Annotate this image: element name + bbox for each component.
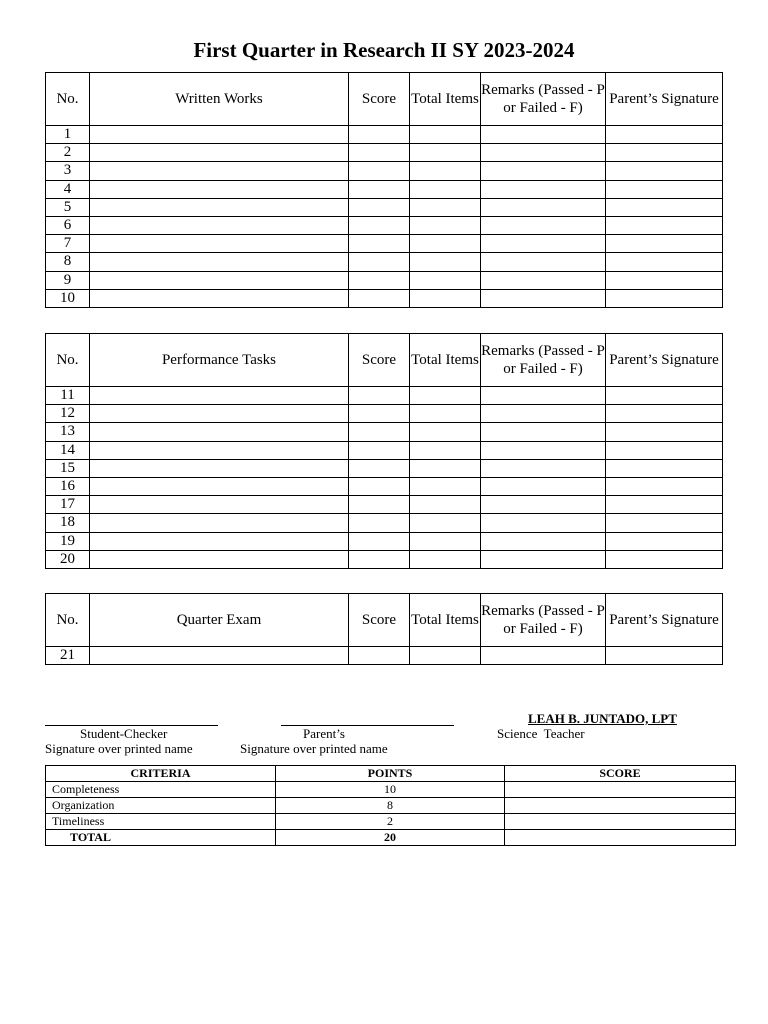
total-items-cell[interactable]: [410, 496, 481, 514]
total-items-cell[interactable]: [410, 216, 481, 234]
table-row: [46, 289, 723, 307]
score-cell[interactable]: [349, 496, 410, 514]
row-number: 17: [46, 496, 90, 514]
table-row: [46, 532, 723, 550]
table-header-row: [46, 73, 723, 126]
criteria-table: [45, 765, 736, 846]
total-items-cell[interactable]: [410, 198, 481, 216]
criteria-row: [46, 814, 736, 830]
written-works-table: [45, 72, 723, 308]
parent-signature-cell[interactable]: [606, 477, 723, 495]
score-cell[interactable]: [349, 405, 410, 423]
activity-cell[interactable]: [90, 180, 349, 198]
row-number: 8: [46, 253, 90, 271]
col-parent-signature: Parent’s Signature: [606, 334, 723, 387]
col-total-items: Total Items: [410, 334, 481, 387]
activity-cell[interactable]: [90, 126, 349, 144]
total-items-cell[interactable]: [410, 441, 481, 459]
col-remarks: Remarks (Passed - P or Failed - F): [481, 594, 606, 647]
score-cell[interactable]: [349, 180, 410, 198]
score-cell[interactable]: [349, 387, 410, 405]
criteria-name: Completeness: [46, 782, 276, 798]
activity-cell[interactable]: [90, 271, 349, 289]
table-row: [46, 126, 723, 144]
table-row: [46, 180, 723, 198]
row-number: 16: [46, 477, 90, 495]
criteria-total-row: [46, 830, 736, 846]
total-items-cell[interactable]: [410, 289, 481, 307]
points-header: POINTS: [276, 766, 505, 782]
table-row: [46, 647, 723, 665]
remarks-cell[interactable]: [481, 532, 606, 550]
score-cell[interactable]: [349, 235, 410, 253]
activity-cell[interactable]: [90, 647, 349, 665]
col-total-items: Total Items: [410, 73, 481, 126]
parent-signature-cell[interactable]: [606, 162, 723, 180]
criteria-points: 10: [276, 782, 505, 798]
remarks-cell[interactable]: [481, 459, 606, 477]
parent-signature-cell[interactable]: [606, 126, 723, 144]
total-items-cell[interactable]: [410, 271, 481, 289]
table-header-row: [46, 594, 723, 647]
parent-signature-cell[interactable]: [606, 271, 723, 289]
parent-signature-cell[interactable]: [606, 647, 723, 665]
activity-cell[interactable]: [90, 162, 349, 180]
activity-cell[interactable]: [90, 459, 349, 477]
remarks-cell[interactable]: [481, 144, 606, 162]
score-cell[interactable]: [349, 477, 410, 495]
score-cell[interactable]: [349, 126, 410, 144]
score-cell[interactable]: [349, 441, 410, 459]
table-row: [46, 405, 723, 423]
activity-cell[interactable]: [90, 405, 349, 423]
parent-signature-cell[interactable]: [606, 235, 723, 253]
activity-cell[interactable]: [90, 289, 349, 307]
parent-role-label: Parent’s: [303, 726, 345, 741]
parent-signature-cell[interactable]: [606, 532, 723, 550]
total-points: 20: [276, 830, 505, 846]
total-items-cell[interactable]: [410, 162, 481, 180]
criteria-score-cell[interactable]: [505, 814, 736, 830]
parent-signature-cell[interactable]: [606, 198, 723, 216]
table-row: [46, 271, 723, 289]
activity-cell[interactable]: [90, 441, 349, 459]
parent-signature-cell[interactable]: [606, 405, 723, 423]
criteria-row: [46, 798, 736, 814]
table-row: [46, 216, 723, 234]
table-row: [46, 496, 723, 514]
score-cell[interactable]: [349, 289, 410, 307]
criteria-score-cell[interactable]: [505, 798, 736, 814]
activity-cell[interactable]: [90, 477, 349, 495]
remarks-cell[interactable]: [481, 198, 606, 216]
parent-signature-cell[interactable]: [606, 387, 723, 405]
score-cell[interactable]: [349, 647, 410, 665]
table-row: [46, 550, 723, 568]
student-role-label: Student-Checker: [80, 726, 168, 741]
row-number: 6: [46, 216, 90, 234]
col-activity: Performance Tasks: [90, 334, 349, 387]
col-parent-signature: Parent’s Signature: [606, 594, 723, 647]
student-caption: Signature over printed name: [45, 741, 193, 756]
col-no: No.: [46, 73, 90, 126]
col-no: No.: [46, 594, 90, 647]
activity-cell[interactable]: [90, 550, 349, 568]
score-cell[interactable]: [349, 459, 410, 477]
table-row: [46, 441, 723, 459]
parent-signature-cell[interactable]: [606, 423, 723, 441]
parent-signature-cell[interactable]: [606, 514, 723, 532]
parent-signature-cell[interactable]: [606, 216, 723, 234]
score-cell[interactable]: [349, 216, 410, 234]
criteria-points: 2: [276, 814, 505, 830]
total-items-cell[interactable]: [410, 459, 481, 477]
activity-cell[interactable]: [90, 253, 349, 271]
col-activity: Quarter Exam: [90, 594, 349, 647]
table-row: [46, 235, 723, 253]
total-items-cell[interactable]: [410, 514, 481, 532]
remarks-cell[interactable]: [481, 289, 606, 307]
criteria-row: [46, 782, 736, 798]
total-items-cell[interactable]: [410, 253, 481, 271]
row-number: 20: [46, 550, 90, 568]
table-row: [46, 144, 723, 162]
remarks-cell[interactable]: [481, 405, 606, 423]
remarks-cell[interactable]: [481, 441, 606, 459]
remarks-cell[interactable]: [481, 477, 606, 495]
remarks-cell[interactable]: [481, 423, 606, 441]
parent-signature-cell[interactable]: [606, 180, 723, 198]
total-items-cell[interactable]: [410, 532, 481, 550]
activity-cell[interactable]: [90, 496, 349, 514]
activity-cell[interactable]: [90, 532, 349, 550]
row-number: 10: [46, 289, 90, 307]
quarter-exam-table: [45, 593, 723, 665]
remarks-cell[interactable]: [481, 235, 606, 253]
total-items-cell[interactable]: [410, 387, 481, 405]
remarks-cell[interactable]: [481, 271, 606, 289]
remarks-cell[interactable]: [481, 162, 606, 180]
table-row: [46, 477, 723, 495]
col-score: Score: [349, 334, 410, 387]
table-row: [46, 253, 723, 271]
total-items-cell[interactable]: [410, 126, 481, 144]
total-items-cell[interactable]: [410, 235, 481, 253]
row-number: 11: [46, 387, 90, 405]
score-cell[interactable]: [349, 423, 410, 441]
criteria-points: 8: [276, 798, 505, 814]
row-number: 12: [46, 405, 90, 423]
row-number: 18: [46, 514, 90, 532]
col-remarks: Remarks (Passed - P or Failed - F): [481, 73, 606, 126]
activity-cell[interactable]: [90, 144, 349, 162]
remarks-cell[interactable]: [481, 647, 606, 665]
table-header-row: [46, 334, 723, 387]
table-row: [46, 459, 723, 477]
row-number: 9: [46, 271, 90, 289]
table-row: [46, 162, 723, 180]
col-score: Score: [349, 594, 410, 647]
total-items-cell[interactable]: [410, 550, 481, 568]
criteria-name: Timeliness: [46, 814, 276, 830]
col-no: No.: [46, 334, 90, 387]
remarks-cell[interactable]: [481, 550, 606, 568]
criteria-name: Organization: [46, 798, 276, 814]
total-items-cell[interactable]: [410, 144, 481, 162]
row-number: 1: [46, 126, 90, 144]
total-items-cell[interactable]: [410, 477, 481, 495]
activity-cell[interactable]: [90, 423, 349, 441]
row-number: 3: [46, 162, 90, 180]
row-number: 15: [46, 459, 90, 477]
score-cell[interactable]: [349, 550, 410, 568]
criteria-score-cell[interactable]: [505, 782, 736, 798]
table-row: [46, 387, 723, 405]
col-remarks: Remarks (Passed - P or Failed - F): [481, 334, 606, 387]
row-number: 5: [46, 198, 90, 216]
parent-signature-cell[interactable]: [606, 496, 723, 514]
row-number: 14: [46, 441, 90, 459]
total-score-cell[interactable]: [505, 830, 736, 846]
table-row: [46, 514, 723, 532]
page-title: First Quarter in Research II SY 2023-2024: [193, 38, 575, 62]
activity-cell[interactable]: [90, 216, 349, 234]
row-number: 21: [46, 647, 90, 665]
total-label: TOTAL: [46, 830, 276, 846]
parent-signature-cell[interactable]: [606, 253, 723, 271]
activity-cell[interactable]: [90, 198, 349, 216]
activity-cell[interactable]: [90, 235, 349, 253]
remarks-cell[interactable]: [481, 253, 606, 271]
remarks-cell[interactable]: [481, 514, 606, 532]
total-items-cell[interactable]: [410, 405, 481, 423]
row-number: 4: [46, 180, 90, 198]
col-parent-signature: Parent’s Signature: [606, 73, 723, 126]
criteria-header-row: [46, 766, 736, 782]
parent-signature-cell[interactable]: [606, 289, 723, 307]
parent-signature-cell[interactable]: [606, 144, 723, 162]
parent-signature-cell[interactable]: [606, 459, 723, 477]
performance-tasks-table: [45, 333, 723, 569]
criteria-header: CRITERIA: [46, 766, 276, 782]
teacher-name: LEAH B. JUNTADO, LPT: [528, 711, 677, 726]
score-cell[interactable]: [349, 198, 410, 216]
col-score: Score: [349, 73, 410, 126]
score-cell[interactable]: [349, 271, 410, 289]
parent-signature-cell[interactable]: [606, 441, 723, 459]
parent-signature-cell[interactable]: [606, 550, 723, 568]
remarks-cell[interactable]: [481, 126, 606, 144]
table-row: [46, 198, 723, 216]
total-items-cell[interactable]: [410, 647, 481, 665]
remarks-cell[interactable]: [481, 496, 606, 514]
remarks-cell[interactable]: [481, 180, 606, 198]
score-cell[interactable]: [349, 253, 410, 271]
remarks-cell[interactable]: [481, 387, 606, 405]
activity-cell[interactable]: [90, 514, 349, 532]
remarks-cell[interactable]: [481, 216, 606, 234]
teacher-role: Science Teacher: [497, 726, 585, 741]
col-total-items: Total Items: [410, 594, 481, 647]
total-items-cell[interactable]: [410, 180, 481, 198]
score-header: SCORE: [505, 766, 736, 782]
score-cell[interactable]: [349, 514, 410, 532]
parent-caption: Signature over printed name: [240, 741, 388, 756]
activity-cell[interactable]: [90, 387, 349, 405]
total-items-cell[interactable]: [410, 423, 481, 441]
table-row: [46, 423, 723, 441]
row-number: 2: [46, 144, 90, 162]
row-number: 19: [46, 532, 90, 550]
row-number: 7: [46, 235, 90, 253]
score-cell[interactable]: [349, 162, 410, 180]
score-cell[interactable]: [349, 144, 410, 162]
col-activity: Written Works: [90, 73, 349, 126]
row-number: 13: [46, 423, 90, 441]
score-cell[interactable]: [349, 532, 410, 550]
